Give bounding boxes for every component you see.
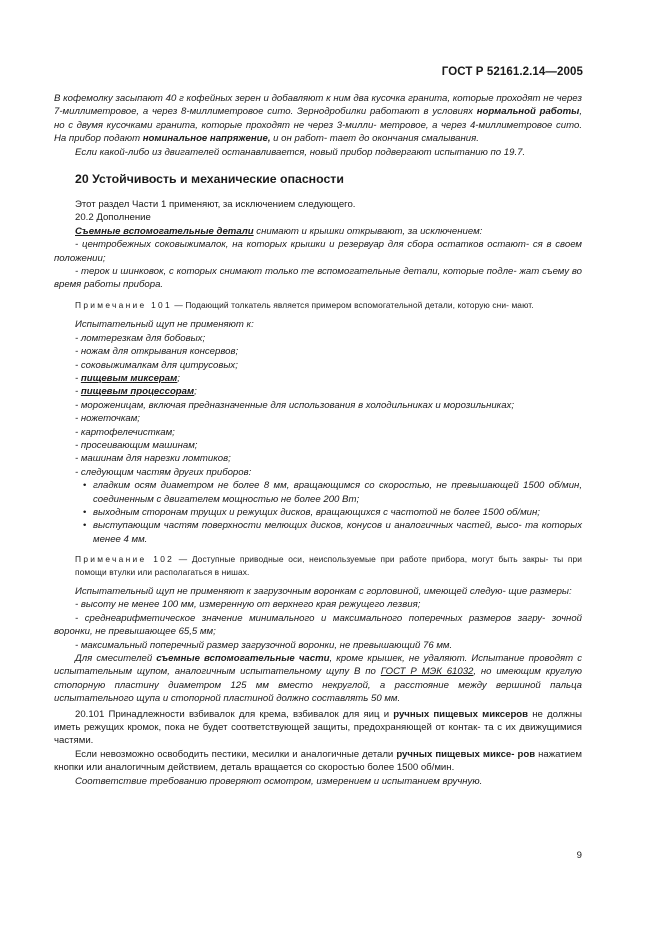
funnel-item: - среднеарифметическое значение минимального и максимального поперечных размеров загру- зочной воронки, не превышающее 65,5 мм; (54, 612, 582, 638)
exception-centrifugal-juicers: - центробежных соковыжималок, на которых крышки и резервуар для сбора остатков остают- ся в своем положении; (54, 239, 582, 264)
note-101-label: Примечание 101 (75, 299, 172, 310)
bullet-icon: • (83, 480, 87, 492)
term-hand-held-mixers: ручных пищевых миксеров (393, 708, 529, 720)
funnel-item: - высоту не менее 100 мм, измеренную от верхнего края режущего лезвия; (75, 599, 421, 611)
bullet-item: • выходным сторонам трущих и режущих дисков, вращающихся с частотой не более 1500 об/мин; (83, 506, 540, 518)
bullet-icon: • (83, 506, 87, 518)
term-food-processors: пищевым процессорам (80, 386, 195, 398)
probe-list-item: - следующим частям других приборов: (75, 466, 252, 478)
probe-list-item: - мороженицам, включая предназначенные для использования в холодильниках и морозильниках; (75, 399, 515, 411)
standard-reference-link[interactable]: ГОСТ Р МЭК 61032 (380, 666, 474, 678)
bullet-item: • гладким осям диаметром не более 8 мм, вращающимся со скоростью, не превышающей 1500 об/мин, соединенным с двигателем мощностью не более 200 Вт; (83, 480, 582, 505)
page-body (54, 92, 583, 788)
funnel-item: - максимальный поперечный размер загрузочной воронки, не превышающий 76 мм. (75, 639, 453, 651)
funnel-paragraph: Испытательный щуп не применяют к загрузочным воронкам с горловиной, имеющей следую- щие размеры: (75, 586, 572, 597)
section-intro: Этот раздел Части 1 применяют, за исключением следующего. (75, 199, 356, 211)
blenders-paragraph: Для смесителей съемные вспомогательные части, кроме крышек, не удаляют. Испытание проводят с испытательным щупом, аналогичным испытательному щупу В по ГОСТ Р МЭК 61032, но имеющим круглую стопорную пластину диаметром 125 мм вместо некруглой, а расстояние между вершиной пальца испытательного щупа и стопорной пластиной должно составлять 50 мм. (54, 653, 583, 705)
probe-list-item: - соковыжималкам для цитрусовых; (75, 359, 238, 371)
bullet-icon: • (83, 520, 87, 532)
term-hand-held-mixers-2: ручных пищевых миксе- (396, 748, 515, 760)
probe-list-item: - пищевым миксерам; (75, 372, 180, 384)
exception-graters: - терок и шинковок, с которых снимают только те вспомогательные детали, которые подле- жат съему во время работы прибора. (54, 266, 582, 291)
probe-list-item: - ножам для открывания консервов; (75, 346, 239, 358)
motor-stall-paragraph: Если какой-либо из двигателей останавливается, новый прибор подвергают испытанию по 19.7. (75, 146, 526, 158)
page-number: 9 (576, 850, 582, 861)
term-food-mixers: пищевым миксерам (80, 372, 178, 384)
subclause-20-2: 20.2 Дополнение (75, 212, 151, 224)
compliance-statement: Соответствие требованию проверяют осмотром, измерением и испытанием вручную. (75, 775, 483, 787)
probe-list-item: - ломтерезкам для бобовых; (75, 332, 206, 344)
term-rated-voltage: номинальное напряжение, (142, 133, 271, 145)
probe-list-item: - машинам для нарезки ломтиков; (75, 453, 231, 465)
probe-list-item: - просеивающим машинам; (75, 439, 198, 451)
note-101: Примечание 101 — Подающий толкатель является примером вспомогательной детали, которую сни- мают. (75, 299, 534, 310)
probe-list-item: - картофелечисткам; (75, 426, 175, 438)
release-paragraph: Если невозможно освободить пестики, месилки и аналогичные детали ручных пищевых миксе- ров нажатием кнопки или аналогичным действием, деталь вращается со скоростью более 1500 об/мин. (54, 748, 582, 774)
section-title: 20 Устойчивость и механические опасности (75, 172, 344, 187)
term-normal-operation: нормальной работы (476, 106, 580, 118)
coffee-grinder-paragraph: В кофемолку засыпают 40 г кофейных зерен и добавляют к ним два кусочка гранита, которые проходят не через 7-миллиметровое, а через 8-миллиметровое сито. Зернодробилки работают в условиях нормальной работы, но с двумя кусочками гранита, которые проходят не через 3-милли- метровое, а через 4-миллиметровое сито. На прибор подают номинальное напряжение, и он работ- тает до окончания смалывания. (54, 93, 582, 145)
probe-list-item: - ножеточкам; (75, 413, 140, 425)
removable-parts-paragraph: Съемные вспомогательные детали снимают и крышки открывают, за исключением: (75, 225, 483, 237)
subclause-20-101: 20.101 Принадлежности взбивалок для крема, взбивалок для яиц и ручных пищевых миксеров не должны иметь режущих кромок, пока не будет соответствующей защиты, предохраняющей от контак- та с их движущимися частями. (54, 708, 582, 747)
term-removable-parts: Съемные вспомогательные детали (75, 225, 254, 237)
note-102: Примечание 102 — Доступные приводные оси, неиспользуемые при работе прибора, могут быть закры- ты при помощи втулки или располагаться в нишах. (75, 554, 583, 577)
probe-list-item: - пищевым процессорам; (75, 386, 197, 398)
bullet-item: • выступающим частям поверхности мелющих дисков, конусов и аналогичных частей, высо- та которых менее 4 мм. (83, 520, 582, 545)
note-102-label: Примечание 102 (75, 554, 175, 565)
probe-intro: Испытательный щуп не применяют к: (75, 319, 254, 331)
document-code-header: ГОСТ Р 52161.2.14—2005 (441, 66, 583, 78)
term-removable-accessory-parts: съемные вспомогательные части (156, 653, 330, 665)
